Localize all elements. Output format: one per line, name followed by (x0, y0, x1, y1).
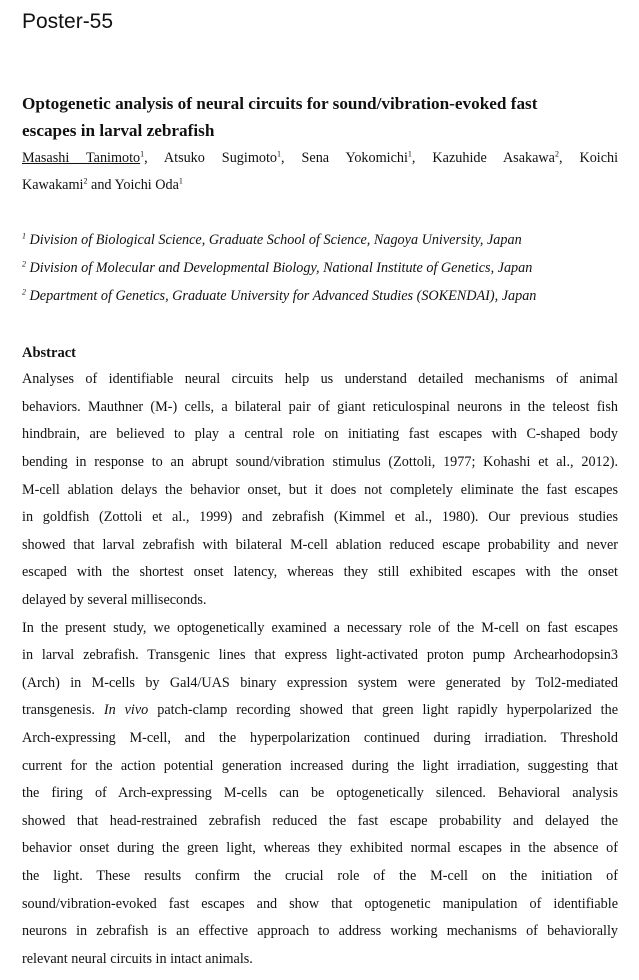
author-line-1: Masashi Tanimoto$^1$, Atsuko Sugimoto$^1$, Sena Yokomichi$^1$, Kazuhide Asakawa$^2$, Koichi (22, 149, 619, 166)
affil-mark: 1 (277, 149, 281, 159)
author: Yoichi Oda (114, 177, 179, 193)
conjunction: and (87, 177, 115, 193)
author-presenting: Masashi Tanimoto (22, 150, 141, 166)
paper-title (22, 90, 618, 144)
abstract-line: Analyses of identifiable neural circuits help us understand detailed mechanisms of animal (22, 371, 618, 387)
abstract-line (22, 700, 618, 720)
abstract-line: relevant neural circuits in intact animals. (22, 951, 253, 967)
affiliation-3 (22, 286, 618, 306)
affil-mark: 2 (83, 176, 88, 186)
abstract-heading: Abstract (22, 345, 76, 361)
abstract-line: behaviors. Mauthner (M-) cells, a bilateral pair of giant reticulospinal neurons in the teleost fish (22, 399, 618, 415)
affil-text: Division of Biological Science, Graduate School of Science, Nagoya University, Japan (29, 232, 522, 248)
abstract-line: sound/vibration-evoked fast escapes and show that optogenetic manipulation of identifiable (22, 896, 618, 912)
abstract-line: current for the action potential generation increased during the light irradiation, suggesting that (22, 758, 618, 774)
text-run: transgenesis. (22, 702, 95, 718)
author-last-name: Kawakami (22, 177, 84, 193)
abstract-line: hindbrain, are believed to play a central role on initiating fast escapes with C-shaped body (22, 426, 618, 442)
abstract-line: bending in response to an abrupt sound/vibration stimulus (Zottoli, 1977; Kohashi et al., 2012). (22, 454, 618, 470)
abstract-line: neurons in zebrafish is an effective approach to address working mechanisms of behaviorally (22, 923, 618, 939)
italic-term: In vivo (103, 702, 149, 718)
abstract-line: showed that larval zebrafish with bilateral M-cell ablation reduced escape probability and never (22, 537, 618, 553)
affil-mark: 1 (140, 149, 145, 159)
author: Atsuko Sugimoto (163, 150, 277, 166)
affil-number: 1 (22, 231, 26, 241)
abstract-line: escaped with the shortest onset latency, whereas they still exhibited escapes with the onset (22, 564, 618, 580)
affil-number: 2 (22, 287, 26, 297)
text-run: patch-clamp recording showed that green light rapidly hyperpolarized the (157, 702, 619, 718)
abstract-line: the firing of Arch-expressing M-cells can be optogenetically silenced. Behavioral analysis (22, 785, 618, 801)
affil-text: Division of Molecular and Developmental Biology, National Institute of Genetics, Japan (29, 260, 533, 276)
abstract-line: M-cell ablation delays the behavior onset, but it does not completely eliminate the fast escapes (22, 482, 618, 498)
affil-mark: 2 (554, 149, 559, 159)
author: Kazuhide Asakawa (432, 150, 555, 166)
author-first-name: Koichi (579, 150, 619, 166)
affil-text: Department of Genetics, Graduate University for Advanced Studies (SOKENDAI), Japan (29, 288, 537, 304)
affil-mark: 1 (407, 149, 412, 159)
affiliation-2 (22, 258, 618, 278)
abstract-line: behavior onset during the green light, whereas they exhibited normal escapes in the absence of (22, 840, 618, 856)
abstract-line: in larval zebrafish. Transgenic lines that express light-activated proton pump Archearhodopsin3 (22, 647, 618, 663)
abstract-line: (Arch) in M-cells by Gal4/UAS binary expression system were generated by Tol2-mediated (22, 675, 618, 691)
affil-number: 2 (22, 259, 26, 269)
abstract-line: Arch-expressing M-cell, and the hyperpolarization continued during irradiation. Threshold (22, 730, 618, 746)
affil-mark: 1 (178, 176, 183, 186)
abstract-line: the light. These results confirm the crucial role of the M-cell on the initiation of (22, 868, 618, 884)
abstract-line: in goldfish (Zottoli et al., 1999) and zebrafish (Kimmel et al., 1980). Our previous studies (22, 509, 618, 525)
title-line-2: escapes in larval zebrafish (22, 121, 215, 140)
affiliation-1 (22, 230, 618, 250)
abstract-line: delayed by several milliseconds. (22, 592, 207, 608)
title-line-1: Optogenetic analysis of neural circuits for sound/vibration-evoked fast (22, 94, 538, 113)
poster-id: Poster-55 (22, 10, 114, 33)
abstract-line: showed that head-restrained zebrafish reduced the fast escape probability and delayed the (22, 813, 618, 829)
author-line-2 (22, 175, 618, 195)
abstract-line: In the present study, we optogenetically examined a necessary role of the M-cell on fast escapes (22, 620, 618, 636)
author: Sena Yokomichi (301, 150, 408, 166)
